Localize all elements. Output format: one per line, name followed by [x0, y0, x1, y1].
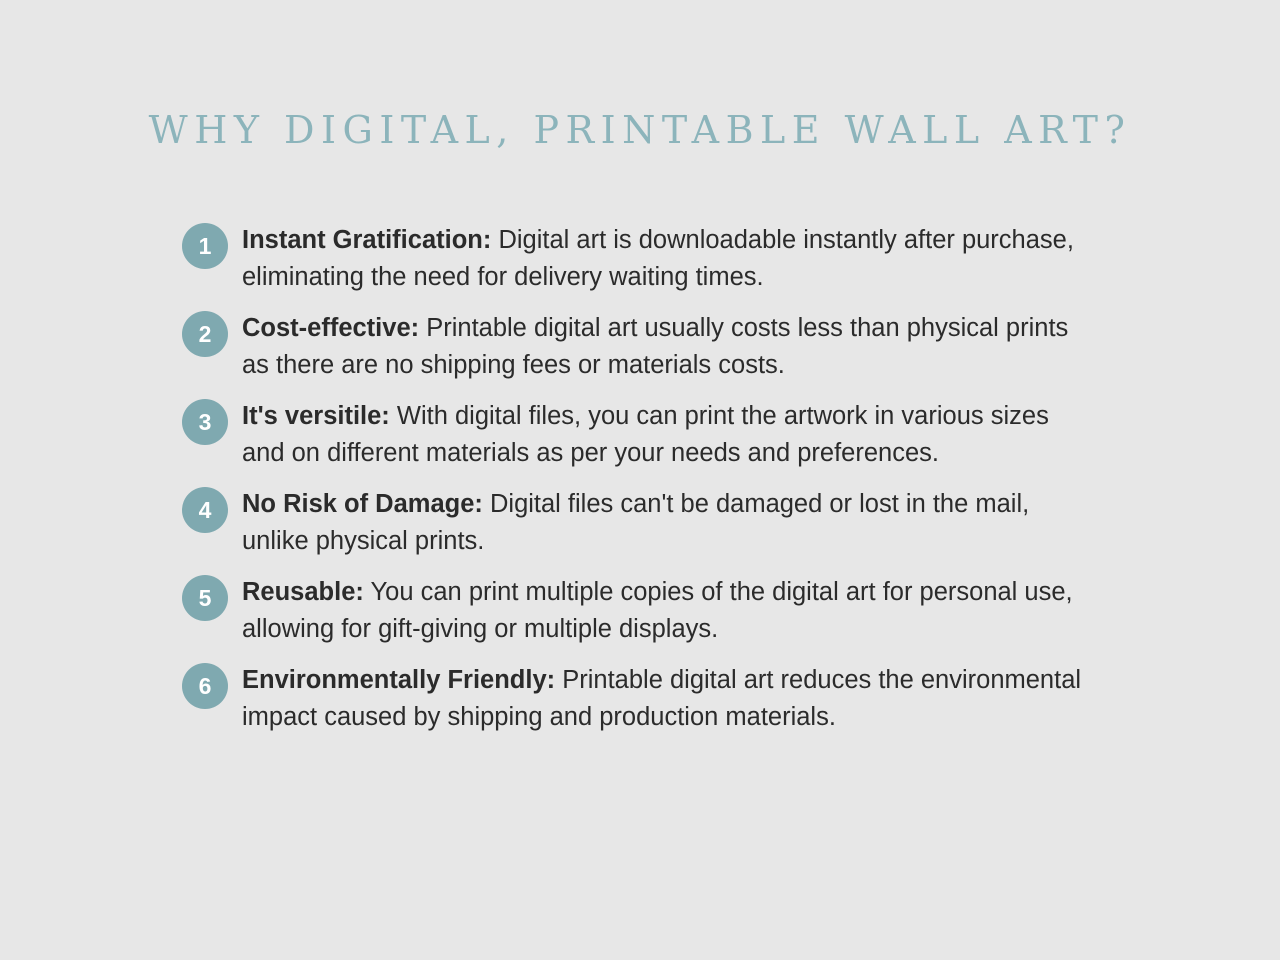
item-text [242, 662, 1082, 736]
item-text [242, 398, 1082, 472]
item-text [242, 574, 1082, 648]
item-number-badge: 4 [182, 487, 228, 533]
item-heading: It's versitile: [242, 402, 390, 430]
benefits-list [182, 222, 1102, 750]
item-number-badge: 2 [182, 311, 228, 357]
item-number-badge: 5 [182, 575, 228, 621]
item-body: Printable digital art reduces the environmental impact caused by shipping and production materials. [242, 666, 1082, 731]
item-body: Printable digital art usually costs less than physical prints as there are no shipping fees or materials costs. [242, 314, 1069, 379]
item-text [242, 222, 1082, 296]
item-body: You can print multiple copies of the digital art for personal use, allowing for gift-giving or multiple displays. [242, 578, 1073, 643]
item-number-badge: 3 [182, 399, 228, 445]
item-number-badge: 6 [182, 663, 228, 709]
item-heading: Instant Gratification: [242, 226, 492, 254]
item-body: With digital files, you can print the artwork in various sizes and on different materials as per your needs and preferences. [242, 402, 1049, 467]
list-item [182, 398, 1102, 472]
list-item [182, 486, 1102, 560]
item-heading: Cost-effective: [242, 314, 420, 342]
item-body: Digital files can't be damaged or lost in the mail, unlike physical prints. [242, 490, 1030, 555]
list-item [182, 662, 1102, 736]
item-heading: No Risk of Damage: [242, 490, 483, 518]
list-item [182, 574, 1102, 648]
page-title: WHY DIGITAL, PRINTABLE WALL ART? [148, 108, 1132, 152]
item-body: Digital art is downloadable instantly after purchase, eliminating the need for delivery waiting times. [242, 226, 1074, 291]
item-heading: Environmentally Friendly: [242, 666, 556, 694]
item-text [242, 310, 1082, 384]
item-heading: Reusable: [242, 578, 364, 606]
list-item [182, 222, 1102, 296]
item-number-badge: 1 [182, 223, 228, 269]
list-item [182, 310, 1102, 384]
item-text [242, 486, 1082, 560]
